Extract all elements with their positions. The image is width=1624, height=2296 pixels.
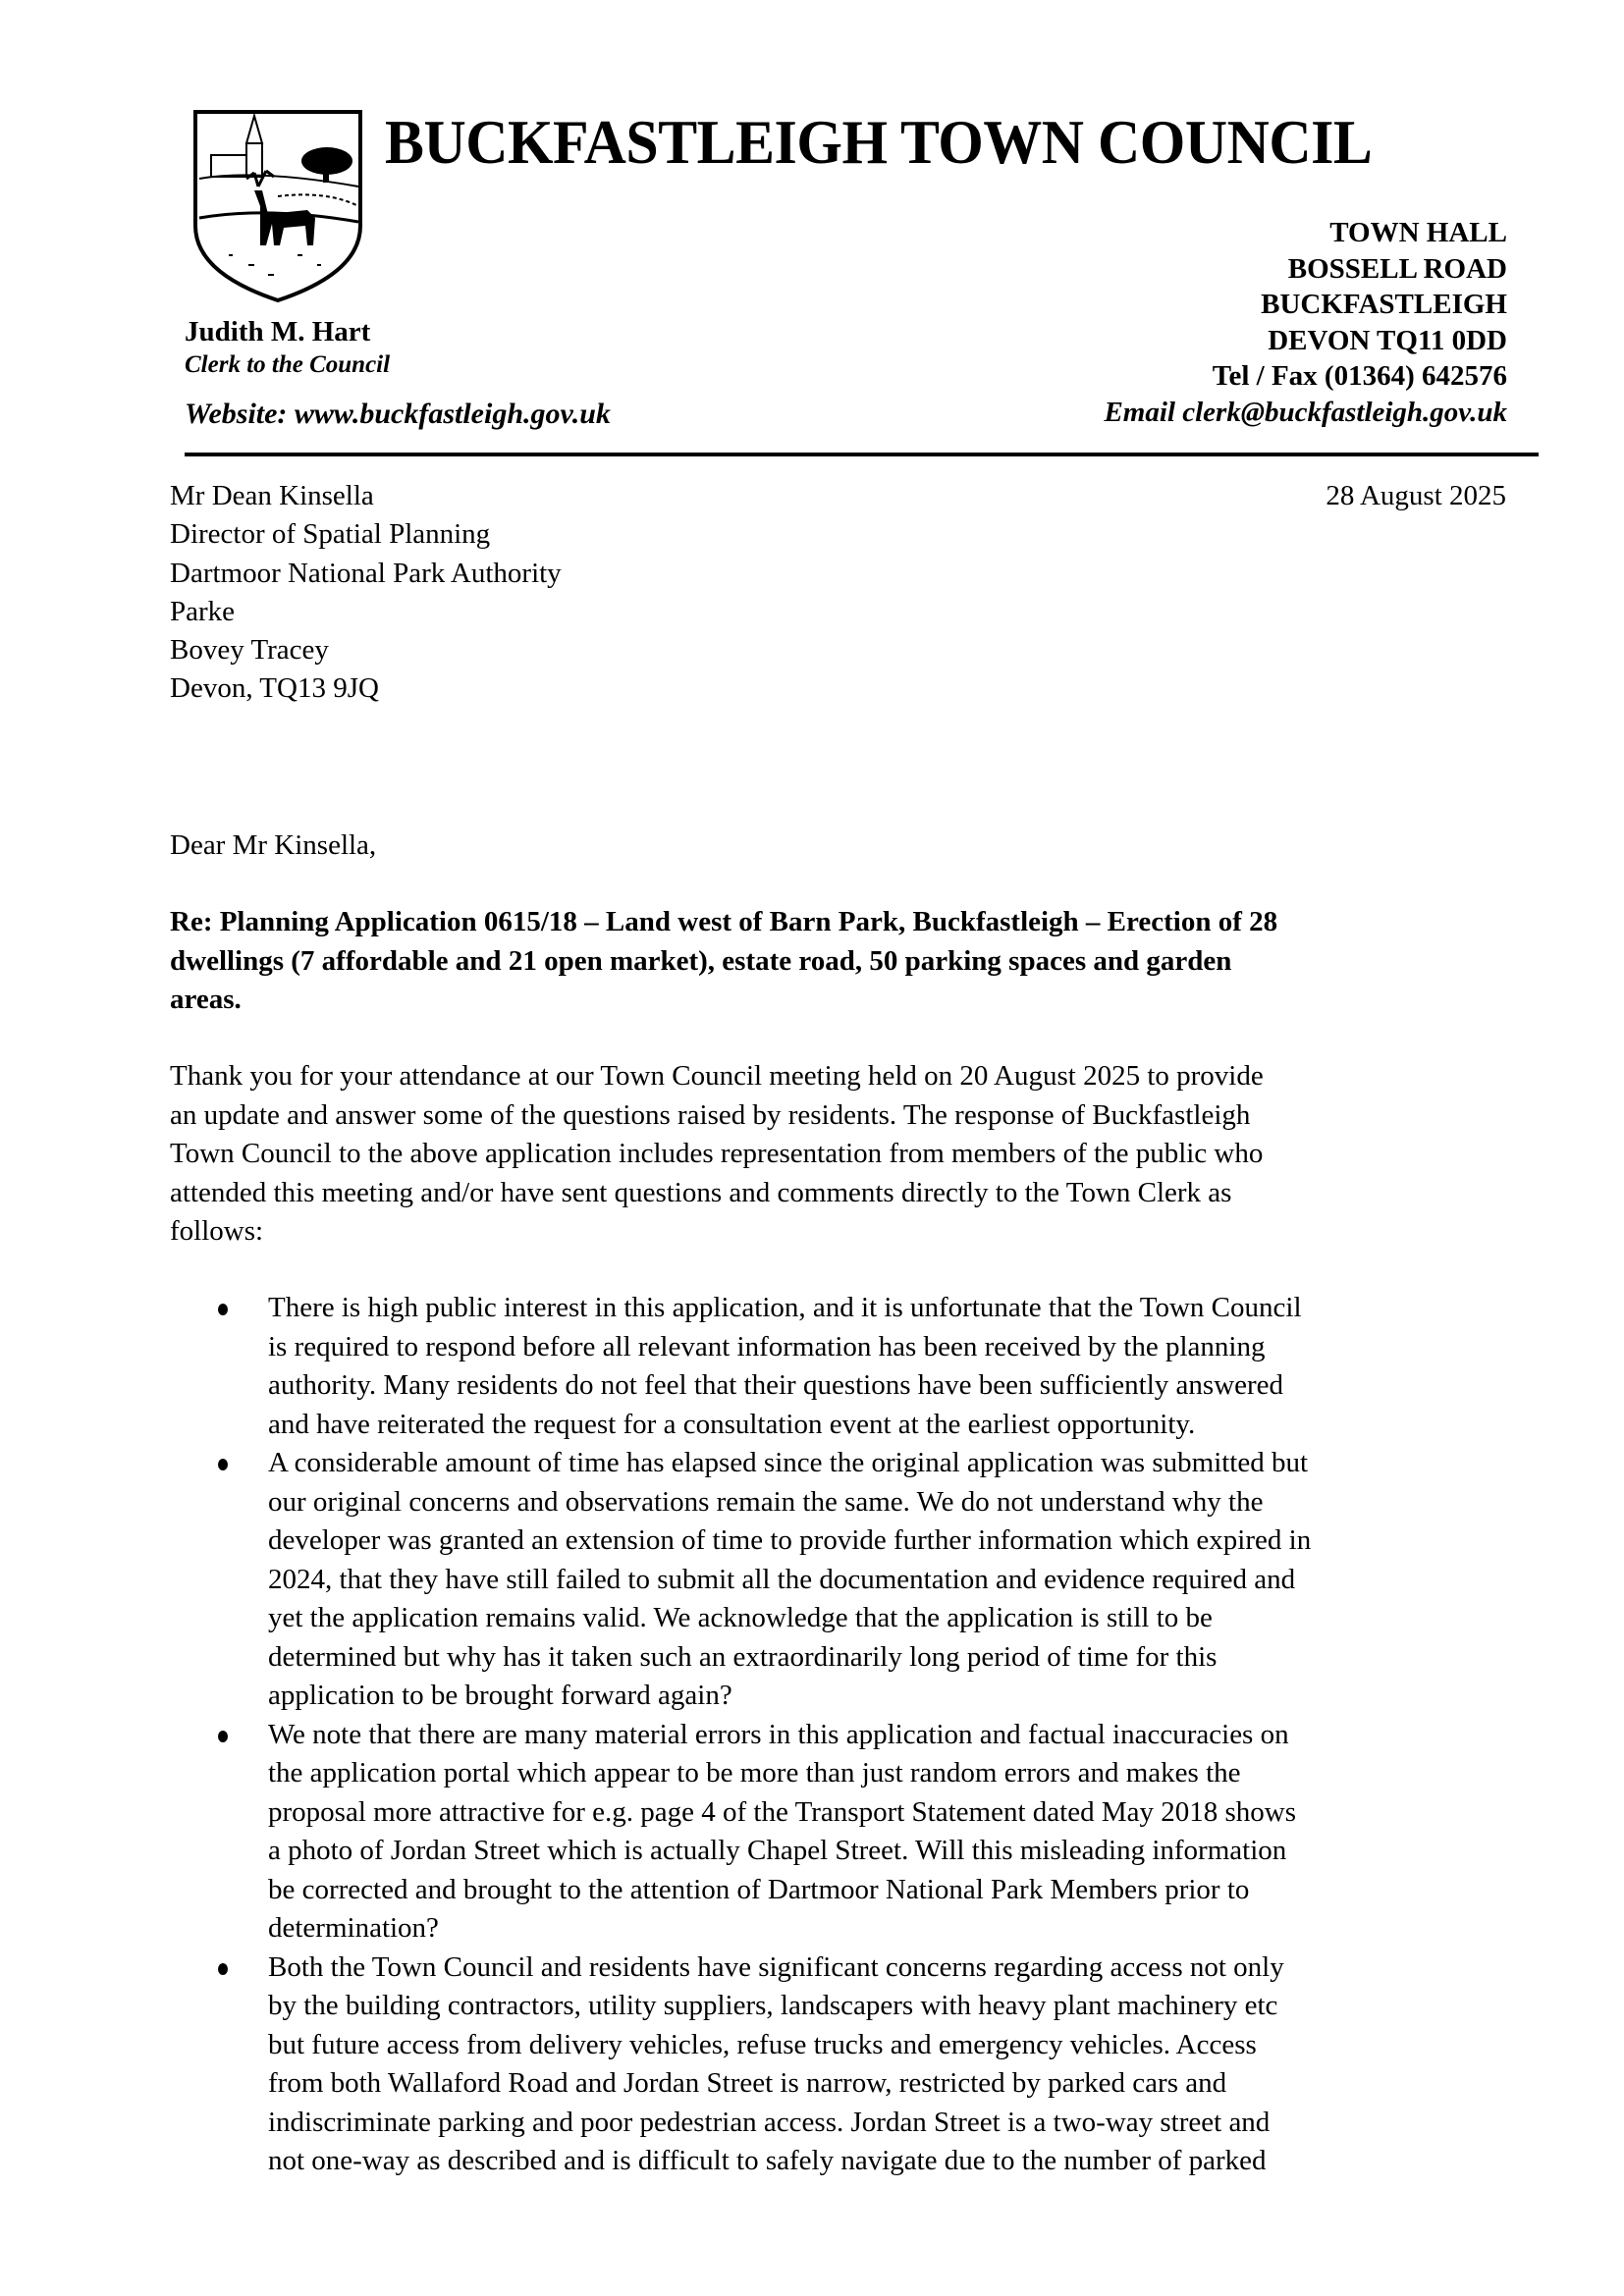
recipient-line: Devon, TQ13 9JQ bbox=[170, 672, 379, 705]
concerns-list bbox=[170, 1289, 1311, 2181]
paragraph-line: an update and answer some of the questions raised by residents. The response of Buckfastleigh bbox=[170, 1098, 1251, 1131]
letter-date: 28 August 2025 bbox=[1326, 480, 1506, 511]
list-item bbox=[170, 1444, 1311, 1716]
paragraph-line: Thank you for your attendance at our Town Council meeting held on 20 August 2025 to provide bbox=[170, 1060, 1264, 1092]
clerk-role: Clerk to the Council bbox=[185, 351, 391, 378]
clerk-block bbox=[185, 314, 390, 381]
list-item-line: yet the application remains valid. We acknowledge that the application is still to be bbox=[268, 1602, 1213, 1633]
list-item-line: not one-way as described and is difficult to safely navigate due to the number of parked bbox=[268, 2145, 1267, 2176]
recipient-line: Parke bbox=[170, 595, 236, 627]
recipient-address bbox=[170, 477, 562, 709]
subject-line: areas. bbox=[170, 984, 242, 1015]
list-item-line: 2024, that they have still failed to submit all the documentation and evidence required and bbox=[268, 1563, 1296, 1595]
subject-heading bbox=[170, 903, 1544, 1020]
list-item-line: authority. Many residents do not feel that their questions have been sufficiently answered bbox=[268, 1369, 1284, 1401]
subject-line: dwellings (7 affordable and 21 open market), estate road, 50 parking spaces and garden bbox=[170, 944, 1232, 977]
list-item-line: application to be brought forward again? bbox=[268, 1680, 732, 1711]
website-link[interactable]: Website: www.buckfastleigh.gov.uk bbox=[185, 398, 611, 430]
paragraph-line: Town Council to the above application includes representation from members of the public who bbox=[170, 1138, 1264, 1169]
header-divider bbox=[185, 453, 1539, 456]
phone-fax: Tel / Fax (01364) 642576 bbox=[1212, 360, 1507, 392]
paragraph-line: follows: bbox=[170, 1215, 264, 1247]
list-item-line: determined but why has it taken such an extraordinarily long period of time for this bbox=[268, 1640, 1218, 1673]
bullet-icon bbox=[218, 1731, 228, 1742]
list-item-line: developer was granted an extension of time to provide further information which expired in bbox=[268, 1524, 1312, 1556]
list-item-line: but future access from delivery vehicles, refuse trucks and emergency vehicles. Access bbox=[268, 2028, 1257, 2060]
address-line: BUCKFASTLEIGH bbox=[1261, 289, 1507, 320]
list-item-line: proposal more attractive for e.g. page 4 of the Transport Statement dated May 2018 shows bbox=[268, 1795, 1296, 1828]
council-address bbox=[1104, 215, 1507, 430]
bullet-icon bbox=[218, 1459, 228, 1470]
list-item-line: There is high public interest in this application, and it is unfortunate that the Town Council bbox=[268, 1292, 1302, 1323]
list-item-line: and have reiterated the request for a consultation event at the earliest opportunity. bbox=[268, 1408, 1196, 1440]
recipient-line: Bovey Tracey bbox=[170, 634, 329, 667]
list-item bbox=[170, 1289, 1311, 1444]
salutation: Dear Mr Kinsella, bbox=[170, 829, 377, 861]
bullet-icon bbox=[218, 1963, 228, 1975]
intro-paragraph bbox=[170, 1057, 1264, 1252]
recipient-line: Director of Spatial Planning bbox=[170, 518, 491, 551]
address-line: TOWN HALL bbox=[1329, 217, 1507, 248]
list-item-line: We note that there are many material errors in this application and factual inaccuracies on bbox=[268, 1718, 1289, 1750]
email-link[interactable]: Email clerk@buckfastleigh.gov.uk bbox=[1104, 396, 1507, 428]
council-title: BUCKFASTLEIGH TOWN COUNCIL bbox=[385, 107, 1373, 177]
list-item-line: by the building contractors, utility suppliers, landscapers with heavy plant machinery etc bbox=[268, 1990, 1278, 2021]
list-item-line: Both the Town Council and residents have significant concerns regarding access not only bbox=[268, 1950, 1284, 1983]
list-item-line: a photo of Jordan Street which is actually Chapel Street. Will this misleading information bbox=[268, 1835, 1287, 1866]
list-item-line: the application portal which appear to be more than just random errors and makes the bbox=[268, 1757, 1241, 1789]
paragraph-line: attended this meeting and/or have sent questions and comments directly to the Town Clerk as bbox=[170, 1176, 1232, 1208]
list-item-line: determination? bbox=[268, 1912, 439, 1944]
address-line: DEVON TQ11 0DD bbox=[1268, 324, 1507, 356]
list-item-line: be corrected and brought to the attention of Dartmoor National Park Members prior to bbox=[268, 1873, 1250, 1905]
clerk-name: Judith M. Hart bbox=[185, 316, 371, 347]
list-item bbox=[170, 1716, 1311, 1949]
bullet-icon bbox=[218, 1304, 228, 1315]
recipient-line: Mr Dean Kinsella bbox=[170, 480, 374, 511]
town-crest-shield-icon bbox=[189, 108, 366, 304]
address-line: BOSSELL ROAD bbox=[1287, 252, 1507, 285]
list-item-line: A considerable amount of time has elapsed since the original application was submitted but bbox=[268, 1447, 1309, 1478]
list-item-line: indiscriminate parking and poor pedestrian access. Jordan Street is a two-way street and bbox=[268, 2106, 1271, 2138]
list-item-line: from both Wallaford Road and Jordan Street is narrow, restricted by parked cars and bbox=[268, 2067, 1227, 2099]
list-item-line: is required to respond before all relevant information has been received by the planning bbox=[268, 1330, 1266, 1362]
subject-line: Re: Planning Application 0615/18 – Land west of Barn Park, Buckfastleigh – Erection of 28 bbox=[170, 906, 1278, 937]
list-item-line: our original concerns and observations remain the same. We do not understand why the bbox=[268, 1485, 1264, 1518]
recipient-line: Dartmoor National Park Authority bbox=[170, 557, 562, 589]
list-item bbox=[170, 1949, 1311, 2181]
